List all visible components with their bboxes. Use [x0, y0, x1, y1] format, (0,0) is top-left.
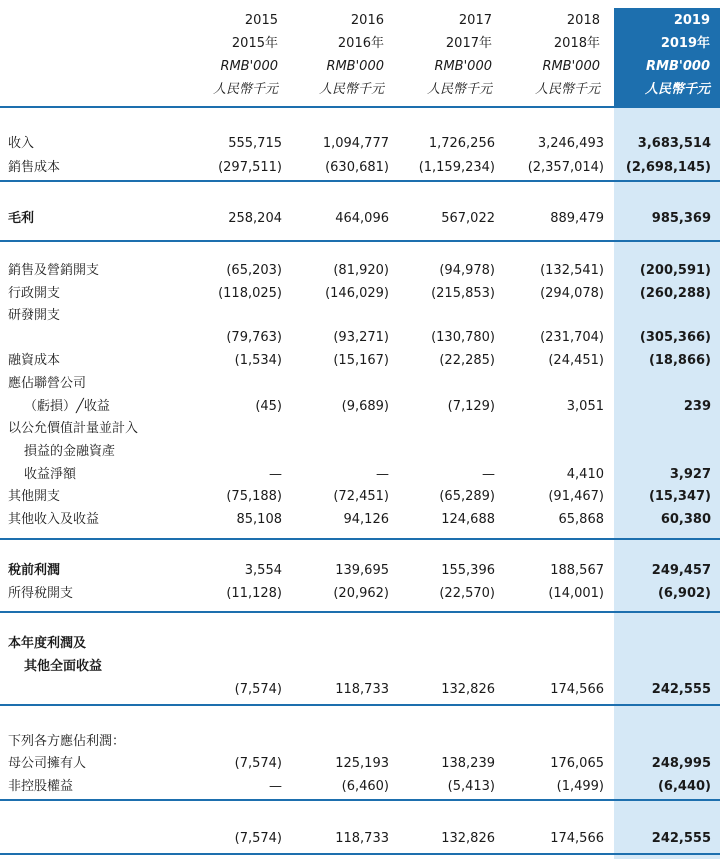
table-rule	[0, 180, 720, 182]
table-row	[0, 731, 720, 753]
cell-2019: 249,457	[651, 563, 711, 578]
cell-2015: 3,554	[244, 563, 282, 578]
year-cn: 2017年	[445, 36, 492, 51]
row-label: 融資成本	[8, 353, 61, 368]
cell-2019: 242,555	[651, 831, 711, 846]
cell-2017: (7,129)	[447, 399, 495, 414]
table-row	[0, 133, 720, 155]
table-rule	[0, 240, 720, 242]
unit-en: RMB'000	[326, 59, 384, 74]
cell-2018: (24,451)	[548, 353, 604, 368]
row-label: 以公允價值計量並計入	[8, 421, 139, 436]
table-row	[0, 656, 720, 678]
cell-2018: (231,704)	[540, 330, 604, 345]
cell-2016: 94,126	[343, 512, 389, 527]
cell-2017: (22,285)	[439, 353, 495, 368]
cell-2016: 118,733	[335, 682, 389, 697]
cell-2018: (1,499)	[556, 779, 604, 794]
cell-2019: 3,683,514	[637, 136, 711, 151]
cell-2019: (6,902)	[657, 586, 711, 601]
year: 2016	[350, 13, 384, 28]
cell-2016: 139,695	[335, 563, 389, 578]
cell-2018: 3,051	[566, 399, 604, 414]
unit-cn: 人民幣千元	[534, 82, 600, 97]
cell-2018: (132,541)	[540, 263, 604, 278]
cell-2015: (1,534)	[234, 353, 282, 368]
cell-2019: 60,380	[660, 512, 711, 527]
row-label: 收益淨額	[24, 467, 77, 482]
table-rule	[0, 106, 720, 108]
unit-cn: 人民幣千元	[426, 82, 492, 97]
cell-2015: (7,574)	[234, 682, 282, 697]
table-row	[0, 753, 720, 775]
year-cn: 2019年	[660, 36, 710, 51]
table-rule	[0, 538, 720, 540]
cell-2018: 174,566	[550, 831, 604, 846]
row-label: 其他全面收益	[24, 659, 103, 674]
cell-2015: (7,574)	[234, 831, 282, 846]
row-label: 行政開支	[8, 286, 61, 301]
column-header-2019	[645, 9, 710, 101]
cell-2015: (65,203)	[226, 263, 282, 278]
table-row	[0, 418, 720, 440]
cell-2019: (260,288)	[639, 286, 711, 301]
cell-2017: (22,570)	[439, 586, 495, 601]
table-row	[0, 776, 720, 798]
cell-2017: 155,396	[441, 563, 495, 578]
column-header-2015	[213, 9, 278, 101]
cell-2015: (11,128)	[226, 586, 282, 601]
cell-2016: (9,689)	[341, 399, 389, 414]
row-label: 本年度利潤及	[8, 636, 87, 651]
year: 2017	[458, 13, 492, 28]
cell-2019: (6,440)	[657, 779, 711, 794]
table-row	[0, 157, 720, 179]
cell-2019: 239	[683, 399, 711, 414]
cell-2016: (15,167)	[333, 353, 389, 368]
cell-2017: 138,239	[441, 756, 495, 771]
cell-2018: 176,065	[550, 756, 604, 771]
row-label: 母公司擁有人	[8, 756, 87, 771]
table-row	[0, 327, 720, 349]
unit-en: RMB'000	[646, 59, 710, 74]
cell-2015: (75,188)	[226, 489, 282, 504]
table-row	[0, 208, 720, 230]
cell-2018: 3,246,493	[537, 136, 604, 151]
cell-2019: (18,866)	[648, 353, 711, 368]
table-row	[0, 679, 720, 701]
row-label: 毛利	[8, 211, 35, 226]
cell-2016: (20,962)	[333, 586, 389, 601]
row-label: 銷售及營銷開支	[8, 263, 100, 278]
row-label: （虧損）╱收益	[24, 399, 110, 414]
cell-2019: (15,347)	[648, 489, 711, 504]
table-row	[0, 560, 720, 582]
unit-en: RMB'000	[542, 59, 600, 74]
cell-2015: (79,763)	[226, 330, 282, 345]
table-row	[0, 260, 720, 282]
row-label: 下列各方應佔利潤：	[8, 734, 126, 749]
unit-cn: 人民幣千元	[644, 82, 710, 97]
row-label: 收入	[8, 136, 35, 151]
table-rule	[0, 704, 720, 706]
cell-2015: (7,574)	[234, 756, 282, 771]
unit-en: RMB'000	[434, 59, 492, 74]
cell-2015: 85,108	[236, 512, 282, 527]
table-row	[0, 396, 720, 418]
table-row	[0, 283, 720, 305]
unit-en: RMB'000	[220, 59, 278, 74]
cell-2017: (94,978)	[439, 263, 495, 278]
cell-2015: 555,715	[228, 136, 282, 151]
row-label: 損益的金融資產	[24, 444, 116, 459]
cell-2019: (200,591)	[639, 263, 711, 278]
cell-2015: —	[269, 467, 282, 482]
table-row	[0, 583, 720, 605]
cell-2019: 248,995	[651, 756, 711, 771]
cell-2018: 65,868	[558, 512, 604, 527]
cell-2019: 242,555	[651, 682, 711, 697]
table-row	[0, 441, 720, 463]
cell-2016: —	[376, 467, 389, 482]
cell-2017: 132,826	[441, 831, 495, 846]
table-rule	[0, 611, 720, 613]
cell-2016: (72,451)	[333, 489, 389, 504]
cell-2018: 188,567	[550, 563, 604, 578]
cell-2015: 258,204	[228, 211, 282, 226]
table-row	[0, 828, 720, 850]
row-label: 其他收入及收益	[8, 512, 100, 527]
cell-2015: (297,511)	[218, 160, 282, 175]
unit-cn: 人民幣千元	[212, 82, 278, 97]
cell-2018: (294,078)	[540, 286, 604, 301]
table-rule	[0, 853, 720, 855]
table-row	[0, 486, 720, 508]
row-label: 研發開支	[8, 308, 61, 323]
cell-2017: (5,413)	[447, 779, 495, 794]
cell-2019: (2,698,145)	[625, 160, 711, 175]
cell-2015: (45)	[255, 399, 282, 414]
table-row	[0, 633, 720, 655]
year: 2019	[673, 13, 710, 28]
cell-2016: 118,733	[335, 831, 389, 846]
cell-2019: 3,927	[669, 467, 711, 482]
year: 2015	[244, 13, 278, 28]
row-label: 其他開支	[8, 489, 61, 504]
cell-2016: (630,681)	[325, 160, 389, 175]
cell-2017: (65,289)	[439, 489, 495, 504]
cell-2018: 889,479	[550, 211, 604, 226]
row-label: 銷售成本	[8, 160, 61, 175]
cell-2017: 132,826	[441, 682, 495, 697]
table-row	[0, 373, 720, 395]
table-row	[0, 464, 720, 486]
cell-2017: 567,022	[441, 211, 495, 226]
cell-2017: —	[482, 467, 495, 482]
column-header-2018	[535, 9, 600, 101]
table-rule	[0, 799, 720, 801]
row-label: 所得稅開支	[8, 586, 74, 601]
cell-2018: (14,001)	[548, 586, 604, 601]
cell-2017: (1,159,234)	[418, 160, 495, 175]
cell-2017: 1,726,256	[428, 136, 495, 151]
cell-2018: 174,566	[550, 682, 604, 697]
cell-2019: (305,366)	[639, 330, 711, 345]
table-row	[0, 509, 720, 531]
cell-2016: 464,096	[335, 211, 389, 226]
cell-2015: —	[269, 779, 282, 794]
column-header-2016	[319, 9, 384, 101]
cell-2018: (2,357,014)	[527, 160, 604, 175]
row-label: 非控股權益	[8, 779, 74, 794]
year-cn: 2015年	[231, 36, 278, 51]
year-cn: 2018年	[553, 36, 600, 51]
cell-2017: (215,853)	[431, 286, 495, 301]
table-row	[0, 350, 720, 372]
cell-2016: (146,029)	[325, 286, 389, 301]
row-label: 稅前利潤	[8, 563, 61, 578]
cell-2016: (81,920)	[333, 263, 389, 278]
cell-2018: 4,410	[566, 467, 604, 482]
cell-2017: 124,688	[441, 512, 495, 527]
cell-2015: (118,025)	[218, 286, 282, 301]
unit-cn: 人民幣千元	[318, 82, 384, 97]
cell-2016: 1,094,777	[322, 136, 389, 151]
table-row	[0, 305, 720, 327]
cell-2019: 985,369	[651, 211, 711, 226]
year: 2018	[566, 13, 600, 28]
cell-2016: 125,193	[335, 756, 389, 771]
column-header-2017	[427, 9, 492, 101]
cell-2016: (6,460)	[341, 779, 389, 794]
cell-2017: (130,780)	[431, 330, 495, 345]
row-label: 應佔聯營公司	[8, 376, 87, 391]
year-cn: 2016年	[337, 36, 384, 51]
cell-2018: (91,467)	[548, 489, 604, 504]
cell-2016: (93,271)	[333, 330, 389, 345]
